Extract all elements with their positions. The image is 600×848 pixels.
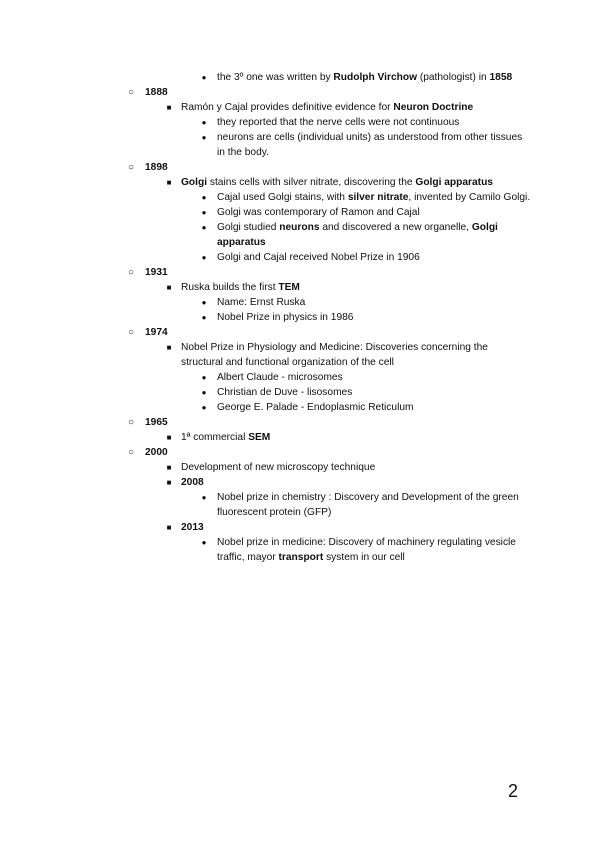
text-run: Golgi was contemporary of Ramon and Cajal [217, 207, 420, 218]
document-body [0, 70, 600, 565]
bold-text: transport [278, 552, 324, 563]
list-item-level1 [0, 160, 600, 175]
list-item-text [217, 70, 532, 85]
list-item-level3 [0, 70, 600, 85]
text-run: Nobel Prize in physics in 1986 [217, 312, 354, 323]
list-item-level3 [0, 220, 600, 250]
list-item-text [217, 400, 532, 415]
list-item-level3 [0, 370, 600, 385]
bullet-level3-icon: ● [201, 493, 207, 502]
page-number: 2 [508, 781, 519, 801]
bullet-level3-icon: ● [201, 208, 207, 217]
list-item-text [145, 265, 565, 280]
bullet-level2-icon: ■ [166, 523, 172, 532]
text-run: Christian de Duve - lisosomes [217, 387, 353, 398]
bold-text: 2000 [145, 447, 168, 458]
bold-text: 1974 [145, 327, 168, 338]
bullet-level3-icon: ● [201, 133, 207, 142]
list-item-text [145, 85, 565, 100]
list-item-level2 [0, 460, 600, 475]
list-item-text [217, 115, 532, 130]
text-run: stains cells with silver nitrate, discovering the [207, 177, 416, 188]
text-run: (pathologist) in [417, 72, 490, 83]
bold-text: Golgi apparatus [217, 222, 498, 248]
bullet-level2-icon: ■ [166, 478, 172, 487]
list-item-level2 [0, 175, 600, 190]
bullet-level2-icon: ■ [166, 283, 172, 292]
list-item-text [217, 490, 532, 520]
list-item-text [181, 520, 526, 535]
list-item-text [145, 160, 565, 175]
bold-text: Golgi [181, 177, 208, 188]
list-item-text [145, 445, 565, 460]
list-item-text [181, 100, 526, 115]
text-run: George E. Palade - Endoplasmic Reticulum [217, 402, 414, 413]
text-run: 1ª commercial [181, 432, 249, 443]
list-item-text [181, 475, 526, 490]
list-item-text [181, 460, 526, 475]
list-item-text [181, 430, 526, 445]
list-item-level3 [0, 130, 600, 160]
list-item-text [217, 205, 532, 220]
list-item-level3 [0, 310, 600, 325]
list-item-text [217, 220, 532, 250]
list-item-text [217, 310, 532, 325]
list-item-level1 [0, 445, 600, 460]
bold-text: silver nitrate [347, 192, 409, 203]
bold-text: 1888 [145, 87, 168, 98]
bullet-level1-icon: ○ [127, 447, 135, 458]
bullet-level3-icon: ● [201, 388, 207, 397]
list-item-level3 [0, 115, 600, 130]
bullet-level3-icon: ● [201, 73, 207, 82]
bullet-level1-icon: ○ [127, 87, 135, 98]
bullet-level1-icon: ○ [127, 327, 135, 338]
bullet-level2-icon: ■ [166, 343, 172, 352]
list-item-text [181, 340, 526, 370]
list-item-text [217, 370, 532, 385]
list-item-text [181, 280, 526, 295]
bold-text: SEM [248, 432, 271, 443]
bullet-level3-icon: ● [201, 253, 207, 262]
list-item-level2 [0, 430, 600, 445]
list-item-level3 [0, 295, 600, 310]
text-run: Golgi and Cajal received Nobel Prize in 1906 [217, 252, 420, 263]
bullet-level2-icon: ■ [166, 103, 172, 112]
list-item-level1 [0, 265, 600, 280]
bullet-level3-icon: ● [201, 313, 207, 322]
list-item-level2 [0, 100, 600, 115]
bullet-level3-icon: ● [201, 193, 207, 202]
text-run: Name: Ernst Ruska [217, 297, 306, 308]
list-item-text [145, 415, 565, 430]
text-run: Golgi studied [217, 222, 280, 233]
bullet-level1-icon: ○ [127, 267, 135, 278]
bullet-level3-icon: ● [201, 403, 207, 412]
text-run: neurons are cells (individual units) as understood from other tissues in the body. [217, 132, 523, 158]
text-run: Ruska builds the first [181, 282, 279, 293]
list-item-level2 [0, 340, 600, 370]
text-run: Nobel prize in medicine: Discovery of machinery regulating vesicle traffic, mayor [217, 537, 516, 563]
text-run: and discovered a new organelle, [319, 222, 472, 233]
list-item-level3 [0, 250, 600, 265]
bold-text: TEM [278, 282, 300, 293]
bullet-level3-icon: ● [201, 373, 207, 382]
list-item-text [181, 175, 526, 190]
bullet-level2-icon: ■ [166, 178, 172, 187]
list-item-text [217, 190, 532, 205]
bold-text: Golgi apparatus [415, 177, 493, 188]
list-item-level3 [0, 490, 600, 520]
list-item-text [145, 325, 565, 340]
bullet-level3-icon: ● [201, 118, 207, 127]
list-item-level1 [0, 325, 600, 340]
bullet-level1-icon: ○ [127, 417, 135, 428]
list-item-text [217, 295, 532, 310]
text-run: Ramón y Cajal provides definitive evidence for [181, 102, 394, 113]
bold-text: 1898 [145, 162, 168, 173]
list-item-level1 [0, 415, 600, 430]
bold-text: Rudolph Virchow [333, 72, 417, 83]
bullet-level3-icon: ● [201, 223, 207, 232]
list-item-level3 [0, 205, 600, 220]
text-run: they reported that the nerve cells were not continuous [217, 117, 460, 128]
text-run: system in our cell [323, 552, 405, 563]
bold-text: neurons [279, 222, 320, 233]
text-run: Nobel Prize in Physiology and Medicine: Discoveries concerning the structural and functional organization of the cell [181, 342, 488, 368]
bold-text: 2008 [181, 477, 204, 488]
list-item-level2 [0, 520, 600, 535]
text-run: Albert Claude - microsomes [217, 372, 343, 383]
bullet-level2-icon: ■ [166, 433, 172, 442]
bold-text: 1858 [489, 72, 513, 83]
list-item-level3 [0, 385, 600, 400]
text-run: , invented by Camilo Golgi. [408, 192, 531, 203]
list-item-level3 [0, 190, 600, 205]
list-item-level1 [0, 85, 600, 100]
bullet-level3-icon: ● [201, 298, 207, 307]
bullet-level1-icon: ○ [127, 162, 135, 173]
text-run: Nobel prize in chemistry : Discovery and Development of the green fluorescent protein (GFP) [217, 492, 519, 518]
list-item-level3 [0, 535, 600, 565]
text-run: the 3º one was written by [217, 72, 334, 83]
bullet-level3-icon: ● [201, 538, 207, 547]
bold-text: 1931 [145, 267, 168, 278]
list-item-level3 [0, 400, 600, 415]
list-item-text [217, 535, 532, 565]
bold-text: Neuron Doctrine [393, 102, 474, 113]
text-run: Development of new microscopy technique [181, 462, 376, 473]
list-item-text [217, 385, 532, 400]
list-item-level2 [0, 475, 600, 490]
list-item-text [217, 130, 532, 160]
bold-text: 2013 [181, 522, 204, 533]
list-item-level2 [0, 280, 600, 295]
bold-text: 1965 [145, 417, 168, 428]
text-run: Cajal used Golgi stains, with [217, 192, 348, 203]
bullet-level2-icon: ■ [166, 463, 172, 472]
list-item-text [217, 250, 532, 265]
